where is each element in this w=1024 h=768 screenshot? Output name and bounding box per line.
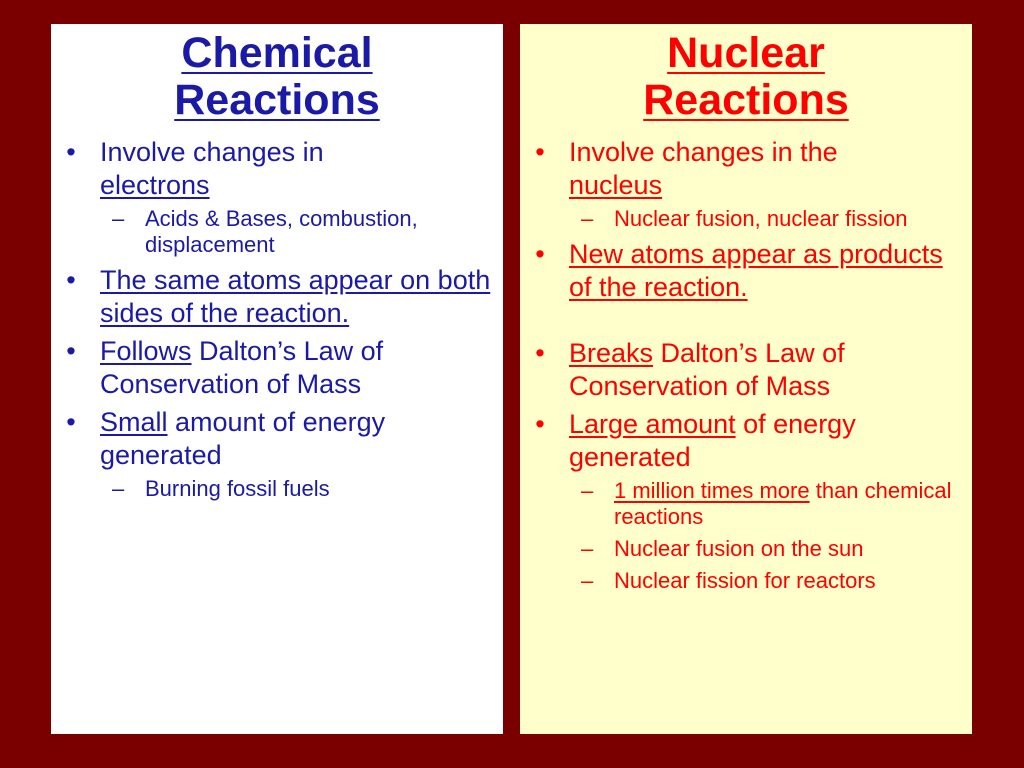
sub-list-item xyxy=(569,568,962,594)
sub-list-item xyxy=(100,476,493,502)
item-underlined-text: Follows xyxy=(100,336,192,366)
nuclear-bullet-list xyxy=(520,136,972,594)
item-underlined-text: The same atoms appear on both sides of the reaction. xyxy=(100,265,491,328)
chemical-bullet-list xyxy=(51,136,503,502)
title-line-2: Reactions xyxy=(174,76,380,124)
item-underlined-text: Breaks xyxy=(569,338,654,368)
bullet-icon: • xyxy=(535,409,545,439)
bullet-icon: • xyxy=(66,265,76,295)
item-text: Dalton’s Law of Conservation of Mass xyxy=(569,338,845,401)
item-text: amount of energy generated xyxy=(100,407,386,470)
item-underlined-text: Large amount xyxy=(569,409,736,439)
sub-item-underlined-text: 1 million times more xyxy=(614,478,810,503)
title-line-1: Chemical xyxy=(181,29,373,77)
sub-item-text: Burning fossil fuels xyxy=(145,476,330,501)
sub-item-text: Nuclear fusion on the sun xyxy=(614,536,864,561)
title-line-1: Nuclear xyxy=(667,29,825,77)
dash-icon: – xyxy=(112,476,125,501)
item-underlined-text: New atoms appear as products of the reaction. xyxy=(569,239,943,302)
item-underlined-text: Small xyxy=(100,407,168,437)
list-item xyxy=(51,335,503,401)
list-item xyxy=(51,136,503,258)
nuclear-reactions-title xyxy=(520,30,972,124)
dash-icon: – xyxy=(581,536,594,561)
sub-list xyxy=(100,476,493,502)
bullet-icon: • xyxy=(66,336,76,366)
sub-item-text: Nuclear fission for reactors xyxy=(614,568,876,593)
dash-icon: – xyxy=(581,478,594,503)
sub-list-item xyxy=(100,206,493,258)
dash-icon: – xyxy=(581,568,594,593)
list-item xyxy=(520,238,972,332)
sub-list xyxy=(569,478,962,594)
nuclear-reactions-panel xyxy=(520,24,972,734)
dash-icon: – xyxy=(581,206,594,231)
sub-list-item xyxy=(569,536,962,562)
sub-item-text: than chemical reactions xyxy=(614,478,952,529)
list-item xyxy=(51,406,503,502)
item-text: Involve changes in xyxy=(100,137,324,167)
spacer xyxy=(569,304,962,332)
list-item xyxy=(520,337,972,403)
chemical-reactions-panel xyxy=(51,24,503,734)
item-underlined-text: electrons xyxy=(100,170,210,200)
bullet-icon: • xyxy=(535,239,545,269)
dash-icon: – xyxy=(112,206,125,231)
bullet-icon: • xyxy=(66,137,76,167)
item-text: Involve changes in the xyxy=(569,137,838,167)
title-line-2: Reactions xyxy=(643,76,849,124)
sub-item-text: Nuclear fusion, nuclear fission xyxy=(614,206,908,231)
list-item xyxy=(520,408,972,594)
bullet-icon: • xyxy=(535,338,545,368)
sub-list-item xyxy=(569,478,962,530)
bullet-icon: • xyxy=(66,407,76,437)
sub-list xyxy=(569,206,962,232)
item-text: of energy generated xyxy=(569,409,856,472)
item-underlined-text: nucleus xyxy=(569,170,663,200)
sub-list-item xyxy=(569,206,962,232)
sub-item-text: Acids & Bases, combustion, displacement xyxy=(145,206,418,257)
sub-list xyxy=(100,206,493,258)
list-item xyxy=(51,264,503,330)
list-item xyxy=(520,136,972,232)
chemical-reactions-title xyxy=(51,30,503,124)
bullet-icon: • xyxy=(535,137,545,167)
item-text: Dalton’s Law of Conservation of Mass xyxy=(100,336,384,399)
